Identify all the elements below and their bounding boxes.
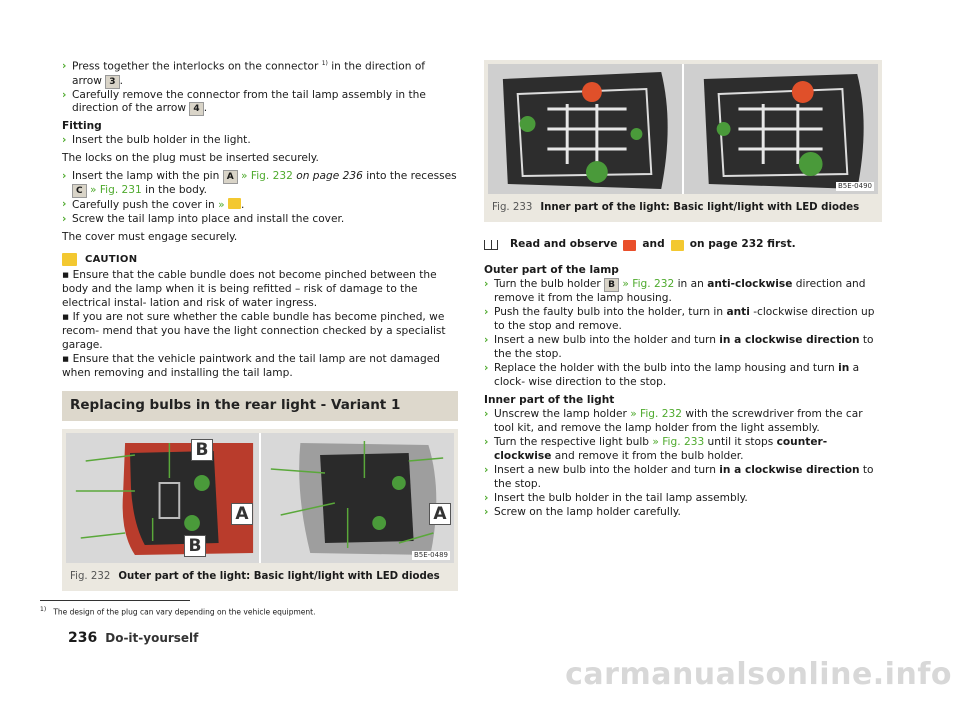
caution-item: ▪ If you are not sure whether the cable bundle has become pinched, we recom- mend that you have the light connection checked by a specialist garage. — [62, 311, 446, 352]
step-screw-lamp: › Screw the tail lamp into place and install the cover. — [62, 213, 345, 226]
step-arrow-icon: › — [484, 408, 489, 421]
step-insert-bulb: › Insert a new bulb into the holder and turn in a clockwise direction to the the stop. — [484, 334, 874, 361]
caution-item: ▪ Ensure that the vehicle paintwork and the tail lamp are not damaged when removing and installing the tail lamp. — [62, 353, 440, 380]
figure-233 — [484, 60, 882, 222]
figure-code: B5E-0490 — [837, 181, 872, 190]
page-footer — [68, 629, 198, 647]
read-and-observe: Read and observe and on page 232 first. — [484, 238, 882, 252]
callout-letter-a: A — [231, 503, 253, 525]
warning-icon[interactable] — [671, 240, 684, 251]
callout-box: 3 — [105, 75, 119, 89]
step-arrow-icon: › — [484, 306, 489, 319]
step-replace-holder: › Replace the holder with the bulb into the lamp housing and turn in a clock- wise direction to the stop. — [484, 362, 860, 389]
warning-link[interactable]: » — [218, 199, 225, 212]
callout-box: B — [604, 278, 619, 292]
caution-heading: CAUTION — [62, 253, 458, 266]
step-arrow-icon: › — [62, 198, 67, 211]
step-arrow-icon: › — [62, 213, 67, 226]
cover-note: The cover must engage securely. — [62, 231, 238, 244]
lamp-inner-basic-illustration — [488, 64, 682, 194]
callout-letter-b: B — [191, 439, 213, 461]
lamp-outer-basic-illustration — [66, 433, 259, 563]
locks-note: The locks on the plug must be inserted securely. — [62, 152, 319, 165]
rear-light-inner-led — [684, 64, 878, 194]
fitting-heading: Fitting — [62, 120, 102, 133]
rear-light-outer-led — [261, 433, 454, 563]
warning-icon[interactable] — [228, 198, 241, 209]
step-insert-lamp: › Insert the lamp with the pin A » Fig. 232 on page 236 into the recesses C » Fig. 231 in the body. — [62, 170, 457, 197]
inner-heading: Inner part of the light — [484, 394, 615, 407]
left-column — [62, 60, 458, 591]
right-column — [484, 60, 882, 520]
outer-heading: Outer part of the lamp — [484, 264, 619, 277]
page-link[interactable]: on page 236 — [292, 170, 363, 183]
step-arrow-icon: › — [484, 436, 489, 449]
caution-icon — [62, 253, 77, 266]
step-arrow-icon: › — [484, 464, 489, 477]
fig-link[interactable]: » Fig. 231 — [89, 184, 142, 197]
lamp-inner-led-illustration — [684, 64, 878, 194]
step-insert-holder-assembly: › Insert the bulb holder in the tail lamp assembly. — [484, 491, 748, 504]
step-turn-holder: › Turn the bulb holder B » Fig. 232 in an anti-clockwise direction and remove it from the lamp housing. — [484, 278, 866, 305]
callout-box: A — [223, 170, 238, 184]
figure-code: B5E-0489 — [413, 550, 448, 559]
footnote-ref[interactable]: 1) — [321, 60, 328, 67]
footer-section: Do-it-yourself — [105, 631, 199, 645]
caution-item: ▪ Ensure that the cable bundle does not become pinched between the body and the lamp when it is being refitted – risk of damage to the electrical instal- lation and risk of water ingress. — [62, 269, 437, 310]
step-arrow-icon: › — [484, 278, 489, 291]
rear-light-inner-basic — [488, 64, 682, 194]
rear-light-outer-basic — [66, 433, 259, 563]
figure-number: Fig. 233 — [492, 202, 533, 213]
fig-link[interactable]: » Fig. 232 — [622, 278, 675, 291]
lamp-outer-led-illustration — [261, 433, 454, 563]
figure-232-caption — [66, 563, 454, 587]
step-screw-holder: › Screw on the lamp holder carefully. — [484, 505, 681, 518]
figure-232 — [62, 429, 458, 591]
step-arrow-icon: › — [484, 334, 489, 347]
callout-letter-b: B — [184, 535, 206, 557]
step-insert-holder: › Insert the bulb holder in the light. — [62, 134, 251, 147]
footnote-divider — [40, 600, 190, 601]
callout-box: C — [72, 184, 87, 198]
figure-title: Outer part of the light: Basic light/light with LED diodes — [118, 571, 440, 583]
step-arrow-icon: › — [62, 88, 67, 101]
footnote: $^{1)}$ The design of the plug can vary depending on the vehicle equipment. — [40, 606, 316, 617]
caution-list — [62, 269, 458, 381]
step-arrow-icon: › — [484, 491, 489, 504]
section-heading: Replacing bulbs in the rear light - Variant 1 — [62, 391, 458, 421]
step-arrow-icon: › — [62, 134, 67, 147]
step-arrow-icon: › — [484, 362, 489, 375]
step-remove-connector: › Carefully remove the connector from the tail lamp assembly in the direction of the arrow 4 . — [62, 88, 426, 115]
step-push-bulb: › Push the faulty bulb into the holder, turn in anti -clockwise direction up to the stop and remove. — [484, 306, 875, 333]
step-press-interlocks: › Press together the interlocks on the connector $^{1)}$ in the direction of arrow 3 . — [62, 60, 426, 87]
figure-title: Inner part of the light: Basic light/light with LED diodes — [540, 202, 860, 213]
warning-red-icon[interactable] — [623, 240, 636, 251]
step-arrow-icon: › — [62, 60, 67, 72]
figure-232-image — [66, 433, 454, 563]
watermark: carmanualsonline.info — [565, 657, 952, 693]
book-icon — [484, 240, 498, 250]
callout-box: 4 — [189, 102, 203, 116]
figure-number: Fig. 232 — [70, 571, 111, 583]
figure-233-caption — [488, 194, 878, 218]
step-insert-new-bulb: › Insert a new bulb into the holder and turn in a clockwise direction to the stop. — [484, 464, 874, 490]
fig-link[interactable]: » Fig. 233 — [652, 436, 705, 449]
figure-233-image — [488, 64, 878, 194]
step-push-cover: › Carefully push the cover in » . — [62, 198, 245, 212]
fig-link[interactable]: » Fig. 232 — [630, 408, 682, 421]
step-arrow-icon: › — [62, 170, 67, 183]
step-turn-bulb: › Turn the respective light bulb » Fig. 233 until it stops counter-clockwise and remove it from the bulb holder. — [484, 436, 828, 463]
callout-letter-a: A — [429, 503, 451, 525]
step-arrow-icon: › — [484, 505, 489, 518]
fig-link[interactable]: » Fig. 232 — [241, 170, 293, 183]
step-unscrew-holder: › Unscrew the lamp holder » Fig. 232 with the screwdriver from the car tool kit, and remove the lamp holder from the light assembly. — [484, 408, 863, 435]
page-number: 236 — [68, 630, 98, 646]
